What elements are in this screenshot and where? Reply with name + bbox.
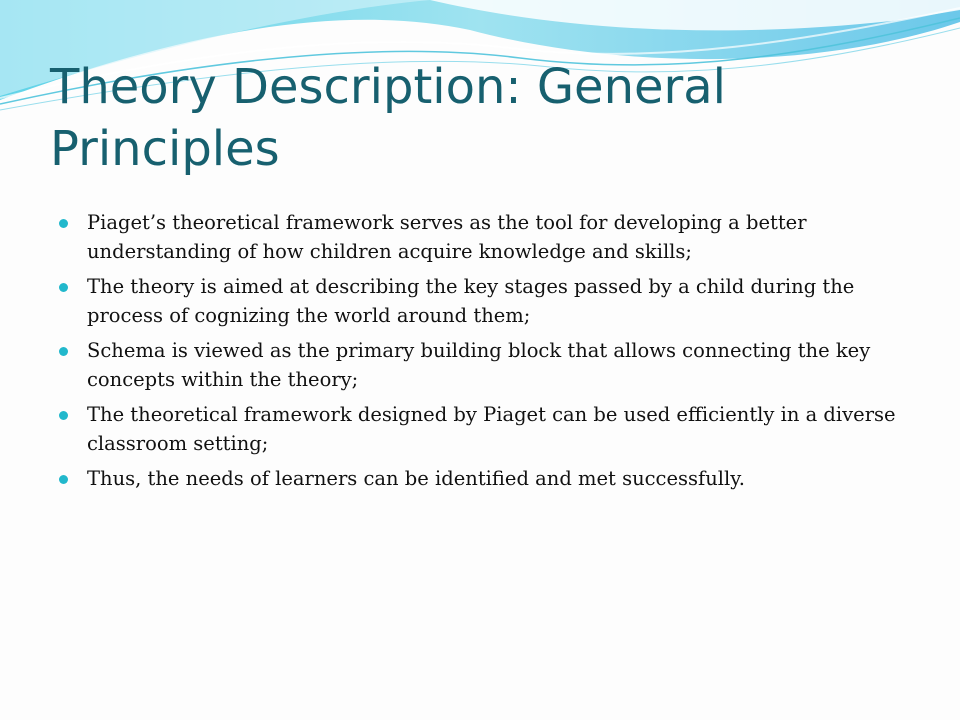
bullet-text: The theory is aimed at describing the key stages passed by a child during the process of cognizing the world around them;	[87, 275, 855, 327]
bullet-item	[58, 208, 908, 266]
bullet-dot-icon	[59, 475, 68, 484]
bullet-list	[58, 208, 908, 499]
bullet-dot-icon	[59, 219, 68, 228]
bullet-text: Schema is viewed as the primary building block that allows connecting the key concepts within the theory;	[87, 339, 871, 391]
bullet-item	[58, 464, 908, 493]
bullet-text: Piaget’s theoretical framework serves as the tool for developing a better understanding of how children acquire knowledge and skills;	[87, 211, 807, 263]
bullet-dot-icon	[59, 411, 68, 420]
slide-title: Theory Description: General Principles	[50, 59, 727, 177]
bullet-text: Thus, the needs of learners can be identified and met successfully.	[87, 467, 745, 490]
bullet-item	[58, 272, 908, 330]
bullet-dot-icon	[59, 347, 68, 356]
bullet-text: The theoretical framework designed by Piaget can be used efficiently in a diverse classroom setting;	[87, 403, 896, 455]
bullet-item	[58, 400, 908, 458]
bullet-dot-icon	[59, 283, 68, 292]
bullet-item	[58, 336, 908, 394]
